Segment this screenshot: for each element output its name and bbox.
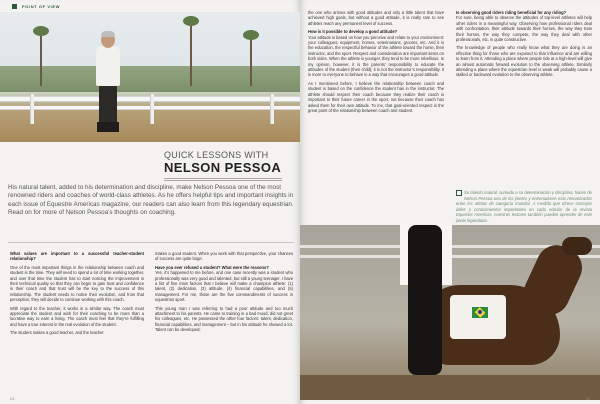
answer: This young man I was referring to had a poor attitude and too much attachment to his parents. He came to training in a bad mood, did not greet his colleagues, etc. He possessed the other four factors: talent, dedication, financial capabilities, and management – but in his attitude he showed a lot. Talent can be developed; [155,305,293,333]
right-page [300,0,600,404]
figure-body [96,46,120,86]
figure-hair [101,31,115,37]
brazil-flag-icon [472,307,488,318]
column-left-2 [155,251,293,336]
paragraph [155,251,293,262]
answer: makes a good student. When you work with that perspective, your chances of success are quite large. [155,251,293,262]
figure-boots [97,122,119,132]
answer: The student makes a good teacher, and the teacher [10,330,104,336]
paragraph [155,265,293,303]
title-rule [164,178,282,181]
section-marker [12,4,17,9]
fence-post [150,94,154,124]
column-left-1 [10,251,144,339]
spanish-intro [456,190,592,224]
horse-head [562,237,592,255]
title-name: NELSON PESSOA [164,160,282,175]
title-kicker: QUICK LESSONS WITH [164,150,269,160]
figure-legs [99,84,117,124]
fence-post [270,94,274,124]
answer: As I mentioned before, I believe the relationship between coach and student is based on the confidence the student has in the instructor. The athlete should respect their coach because they realize their coach is important to their future career in the sport, not because their coach has asked them for their own attitude. To me, that goal-oriented respect is the great point of the relationship between coach and student. [308,80,444,113]
section-header [0,4,300,12]
paragraph [456,45,592,77]
palm-frond [243,30,259,40]
question: Is observing good riders riding beneficial for any riding? [456,10,567,15]
column-right-2 [456,10,592,81]
paragraph [10,306,144,328]
intro-paragraph: His natural talent, added to his determination and discipline, make Nelson Pessoa one of the most renowned riders and coaches of world-class athletes. As he offers helpful tips and important insights in each issue of Equestre Americas magazine, our readers can also learn from this legendary equestrian. Read on for more of Nelson Pessoa’s thoughts on coaching. [8,184,294,216]
paragraph [456,10,592,42]
paragraph [10,251,144,262]
spanish-text: Su talento natural, sumado a su determinación y disciplina, hacen de Nelson Pessoa uno de los jinetes y entrenadores más renombrados entre los atletas de categoría mundial. A medida que ofrece consejos útiles y conocimientos importantes en cada edición de la revista Equestre Americas, nuestros lectores también pueden aprender de este jinete legendario. [456,190,592,223]
paragraph [308,29,444,78]
photo-treeline [0,66,300,92]
page-number-left: 24 [10,396,15,401]
intro-divider [8,242,294,243]
rider-photo [300,225,600,400]
rider-boot [408,225,442,375]
section-label: POINT OF VIEW [22,4,61,9]
column-right-1 [308,10,444,116]
answer: Yes, it’s happened to me before, and one case recently was a student who professionally was very good and talented, but still a young teenager. I have a list of five main factors that I believe will make a champion athlete: (1) talent, (2) dedication, (3) attitude, (4) financial capabilities, and (5) management. For me, those are the five commandments of success in equestrian sport. [155,270,293,303]
paragraph [308,81,444,113]
question: What values are important to a successful teacher-student relationship? [10,251,144,262]
palm-frond [183,16,199,26]
paragraph [155,306,293,333]
arena-ground [300,375,600,400]
answer: The knowledge of people who really know what they are doing is an effective thing for those who are exposed to that influence and are willing to learn from it. Attending a place where people ride at a high-level will give an almost automatic forward evolution to the observing athlete. Similarly attending a place where the equestrian level is weak will probably cause a stalled or backward evolution to the observing athlete. [456,45,592,78]
portrait-photo [0,12,300,142]
answer: One of the most important things in the relationship between coach and student is the time. They will need to spend a lot of time working together, and over that time the student has to start noticing the improvement in their technical quality so that they can begin to gain trust and confidence in their coach and that trust will be the key to the success of this relationship. The student needs to notice their evolution, and from that perception, they will decide to continue working with this coach. [10,264,144,303]
question: How is it possible to develop a good attitude? [308,29,398,35]
page-number-right: 25 [585,396,590,401]
answer: With regard to the teacher, it works in a similar way. The coach must appreciate the student and wish for their coaching to be more than a lucrative way to earn a living. The coach must feel that they’re fulfilling and have a true interest in the real evolution of the student. [10,305,144,327]
article-title [164,150,294,181]
answer: Your attitude is based on how you perceive and relate to your environment: your colleagues, equipment, horses, veterinarians, grooms, etc. And it is the education, the respectful behavior of the athlete toward the horse, their instructor, and the sport. Respect and consideration are important items on both sides. When the athlete is younger, they tend to be more rebellious. In my opinion, however, it is the parents’ responsibility to educate the attitudes of the student (their child); it is not the instructor’s responsibility. It is more to everyone to behave in a way that encourages a good attitude. [308,34,444,78]
paragraph [10,330,144,335]
question: Have you ever refused a student? What were the reasons? [155,264,269,270]
palm-trunk [190,16,192,86]
spanish-marker-icon [456,190,462,196]
answer: the one who arrives with good attitudes and only a little talent that have achieved high goals, but without a good attitude, it is really rare to see athletes reach any permanent level of success. [308,10,444,26]
fence-post [30,94,34,124]
paragraph [10,265,144,303]
palm-frond [33,26,49,36]
answer: For sure, being able to observe the attitudes of top-level athletes will help other riders in a meaningful way. Observing how professional riders deal with confrontation, their attitude towards their horses, the way they train their horses, the way they compete, the way they deal with other professionals, etc. is quite constructive. [456,15,592,43]
paragraph [308,10,444,26]
